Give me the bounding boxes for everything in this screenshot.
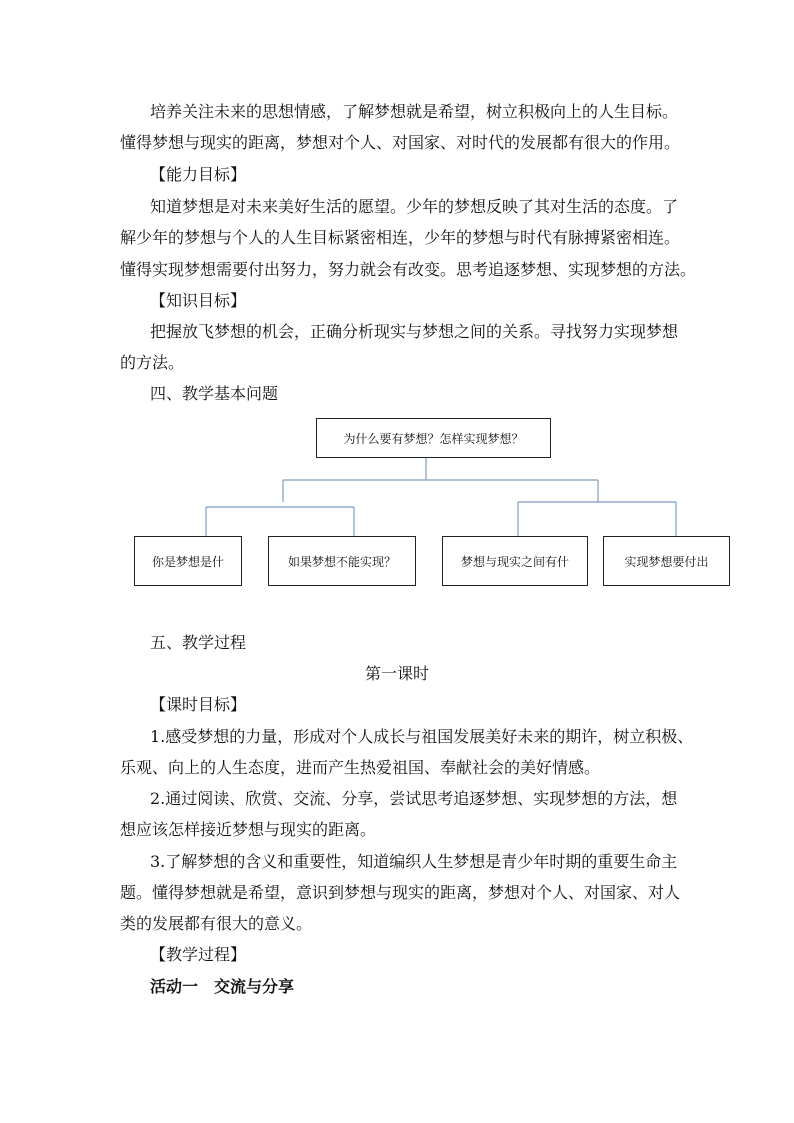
diagram-child-box-1: 你是梦想是什 — [134, 536, 242, 586]
knowledge-goal-heading: 【知识目标】 — [150, 291, 247, 310]
emotion-goal-line-1: 培养关注未来的思想情感，了解梦想就是希望，树立积极向上的人生目标。 — [150, 102, 679, 121]
lesson-goal-3-line-2: 题。懂得梦想就是希望，意识到梦想与现实的距离，梦想对个人、对国家、对人 — [120, 883, 681, 902]
knowledge-goal-line-1: 把握放飞梦想的机会，正确分析现实与梦想之间的关系。寻找努力实现梦想 — [150, 322, 679, 341]
lesson-title: 第一课时 — [364, 664, 429, 683]
lesson-goal-3-line-1: 3.了解梦想的含义和重要性，知道编织人生梦想是青少年时期的重要生命主 — [150, 852, 678, 871]
ability-goal-heading: 【能力目标】 — [150, 165, 247, 184]
teaching-process-heading: 【教学过程】 — [150, 945, 247, 964]
diagram-child-box-4: 实现梦想要付出 — [603, 536, 730, 586]
section-heading-5: 五、教学过程 — [150, 633, 247, 652]
lesson-goal-2-line-1: 2.通过阅读、欣赏、交流、分享，尝试思考追逐梦想、实现梦想的方法，想 — [150, 789, 678, 808]
ability-goal-line-1: 知道梦想是对未来美好生活的愿望。少年的梦想反映了其对生活的态度。了 — [150, 197, 679, 216]
lesson-goal-2-line-2: 想应该怎样接近梦想与现实的距离。 — [120, 820, 377, 839]
lesson-goal-1-line-1: 1.感受梦想的力量，形成对个人成长与祖国发展美好未来的期许，树立积极、 — [150, 727, 694, 746]
ability-goal-line-3: 懂得实现梦想需要付出努力，努力就会有改变。思考追逐梦想、实现梦想的方法。 — [120, 260, 697, 279]
lesson-goal-1-line-2: 乐观、向上的人生态度，进而产生热爱祖国、奉献社会的美好情感。 — [120, 758, 601, 777]
section-heading-4: 四、教学基本问题 — [150, 384, 279, 403]
lesson-goal-3-line-3: 类的发展都有很大的意义。 — [120, 914, 313, 933]
diagram-child-box-3: 梦想与现实之间有什 — [442, 536, 588, 586]
activity-1-heading: 活动一 交流与分享 — [150, 977, 295, 996]
diagram-root-box: 为什么要有梦想？怎样实现梦想？ — [316, 418, 551, 458]
emotion-goal-line-2: 懂得梦想与现实的距离，梦想对个人、对国家、对时代的发展都有很大的作用。 — [120, 133, 681, 152]
knowledge-goal-line-2: 的方法。 — [120, 353, 185, 372]
lesson-goal-heading: 【课时目标】 — [150, 695, 247, 714]
ability-goal-line-2: 解少年的梦想与个人的人生目标紧密相连，少年的梦想与时代有脉搏紧密相连。 — [120, 228, 681, 247]
diagram-child-box-2: 如果梦想不能实现？ — [268, 536, 416, 586]
